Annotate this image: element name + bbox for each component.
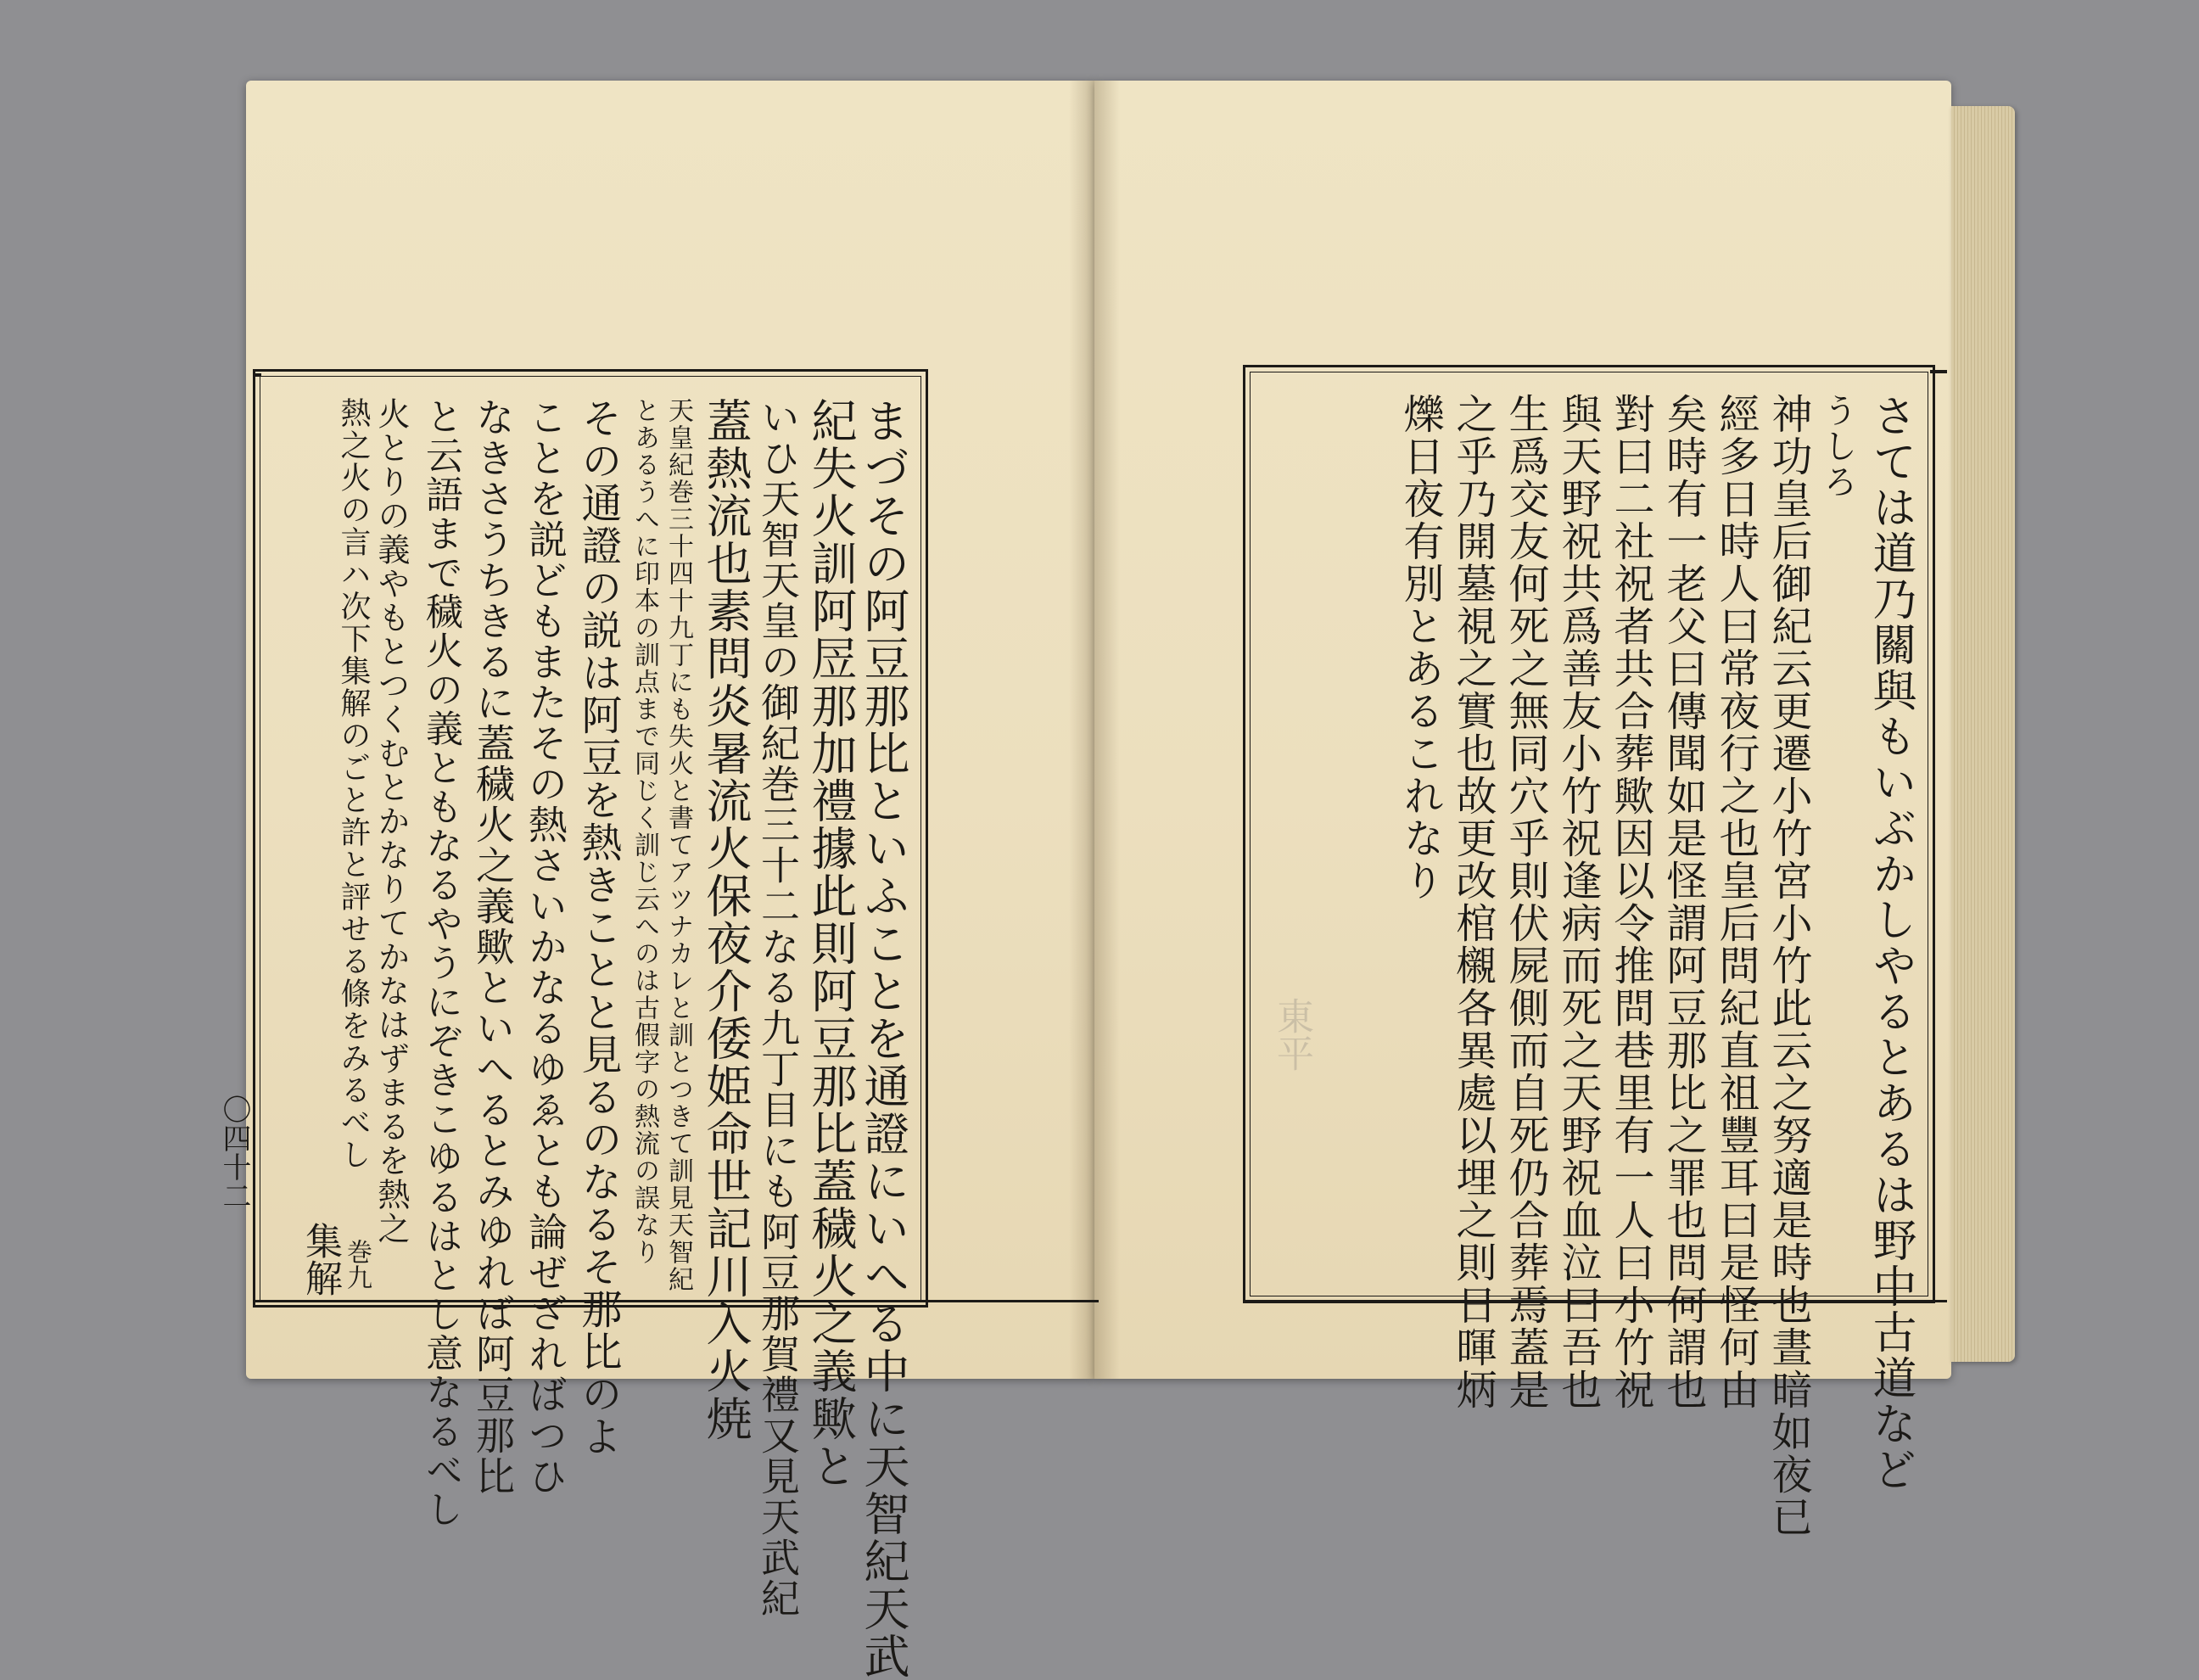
left-col-10: と云語まで穢火の義ともなるやうにぞきこゆるはとし意なるべし xyxy=(419,397,462,1529)
book-gutter xyxy=(1069,81,1120,1379)
left-col-7: その通證の説は阿豆を熱きことと見るのなるそ那比のよ xyxy=(574,397,622,1458)
right-text-frame xyxy=(1243,365,1935,1538)
left-text-frame xyxy=(253,369,928,1680)
left-col-11: 火とりの義やもとつくむとかなりてかなはずまるを熱之 xyxy=(372,397,410,1246)
left-col-5: 天皇紀巻三十四十九丁にも失火と書てアツナカレと訓とつきて訓見天智紀 xyxy=(663,397,693,1293)
left-col-12: 熱之火の言ハ次下集解のごと許と評せる條をみるべし xyxy=(336,397,371,1171)
folio-number: 〇四十二 xyxy=(217,1095,251,1210)
page-edges xyxy=(1951,106,2015,1362)
right-col-1: さては道乃關與もいぶかしやるとあるは野中古道など xyxy=(1865,393,1916,1492)
left-col-2: 紀失火訓阿㞐那加禮據此則阿豆那比蓋穢火之義歟と xyxy=(804,397,858,1490)
left-col-6: とあるうへに印本の訓点まで同じく訓じ云へのは古假字の熱流の誤なり xyxy=(629,397,659,1266)
left-col-1: まづその阿豆那比といふことを通證にいへる中に天智紀天武 xyxy=(857,397,910,1680)
right-col-8: 生爲交友何死之無同穴乎則伏屍側而自死仍合葬焉蓋是 xyxy=(1502,393,1549,1411)
bleed-through-text: 東平 xyxy=(1270,997,1313,1072)
running-title: 集解 xyxy=(299,1222,342,1296)
left-col-3: いひ天智天皇の御紀巻三十二なる九丁目にも阿豆那賀禮又見天武紀 xyxy=(755,397,801,1619)
right-col-4: 經多日時人曰常夜行之也皇后問紀直祖豐耳曰是怪何由 xyxy=(1712,393,1760,1411)
right-col-2: うしろ xyxy=(1818,393,1857,500)
left-col-4: 蓋熱流也素問炎暑流火保夜介倭姫命世記川入火焼 xyxy=(699,397,753,1442)
left-col-8: ことを説どもまたその熱さいかなるゆゑとも論ぜざればつひ xyxy=(523,397,568,1497)
right-col-5: 矣時有一老父曰傳聞如是怪謂阿豆那比之罪也問何謂也 xyxy=(1659,393,1707,1411)
right-col-6: 對曰二社祝者共合葬歟因以令推問巷里有一人曰小竹祝 xyxy=(1607,393,1654,1411)
right-col-7: 與天野祝共爲善友小竹祝逢病而死之天野祝血泣曰吾也 xyxy=(1554,393,1602,1411)
left-col-9: なきさうちきるに蓋穢火之義歟といへるとみゆれば阿豆那比 xyxy=(470,397,516,1497)
right-col-3: 神功皇后御紀云更遷小竹宮小竹此云之努適是時也晝暗如夜已 xyxy=(1765,393,1812,1538)
right-col-10: 爍日夜有別とあるこれなり xyxy=(1396,393,1444,902)
volume-mark: 巻九 xyxy=(342,1239,372,1290)
right-col-9: 之乎乃開墓視之實也故更改棺櫬各異處以埋之則日暉炳 xyxy=(1449,393,1497,1411)
